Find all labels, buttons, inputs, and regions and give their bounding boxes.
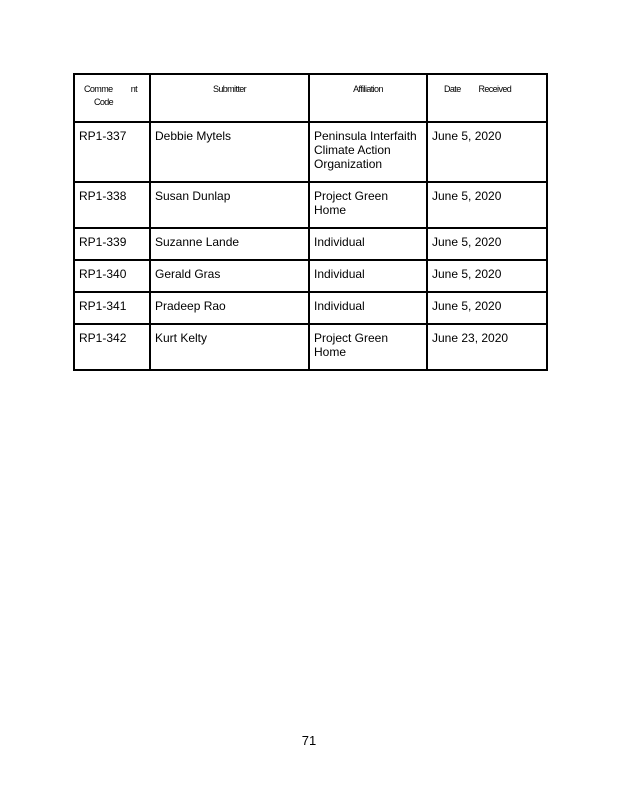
affiliation-text: Individual [314, 235, 365, 249]
affiliation-text: Individual [314, 267, 365, 281]
code-text: RP1-337 [79, 129, 127, 143]
header-affiliation [309, 74, 427, 122]
code-text: RP1-342 [79, 331, 127, 345]
header-comment-code [74, 74, 150, 122]
page-number: 71 [301, 733, 317, 748]
affiliation-text: Individual [314, 299, 365, 313]
affiliation-text: Project Green Home [314, 331, 389, 359]
submitter-text: Debbie Mytels [155, 129, 232, 143]
cell-submitter [150, 292, 309, 324]
cell-date [427, 228, 547, 260]
submitter-text: Kurt Kelty [155, 331, 208, 345]
header-code-part1: Comme [84, 84, 113, 94]
cell-date [427, 182, 547, 228]
cell-code [74, 182, 150, 228]
cell-date [427, 122, 547, 182]
table-header [74, 74, 547, 122]
cell-date [427, 324, 547, 370]
code-text: RP1-340 [79, 267, 127, 281]
header-code-part2: nt [130, 84, 137, 94]
date-text: June 5, 2020 [432, 189, 502, 203]
cell-submitter [150, 122, 309, 182]
date-text: June 5, 2020 [432, 235, 502, 249]
date-text: June 23, 2020 [432, 331, 509, 345]
header-date-part1: Date [444, 84, 461, 94]
cell-submitter [150, 228, 309, 260]
cell-code [74, 292, 150, 324]
affiliation-text: Peninsula Interfaith Climate Action Organization [314, 129, 417, 171]
table-row [74, 228, 547, 260]
cell-code [74, 260, 150, 292]
table-row [74, 292, 547, 324]
cell-date [427, 292, 547, 324]
cell-affiliation [309, 324, 427, 370]
submitter-text: Pradeep Rao [155, 299, 226, 313]
table-row [74, 324, 547, 370]
table-body [74, 122, 547, 370]
cell-affiliation [309, 228, 427, 260]
cell-code [74, 228, 150, 260]
header-code-part3: Code [93, 97, 114, 107]
submitter-text: Suzanne Lande [155, 235, 240, 249]
cell-code [74, 324, 150, 370]
date-text: June 5, 2020 [432, 299, 502, 313]
table-row [74, 122, 547, 182]
code-text: RP1-339 [79, 235, 127, 249]
submitter-text: Gerald Gras [155, 267, 221, 281]
cell-affiliation [309, 292, 427, 324]
code-text: RP1-341 [79, 299, 127, 313]
table-row [74, 182, 547, 228]
code-text: RP1-338 [79, 189, 127, 203]
cell-affiliation [309, 182, 427, 228]
header-date-part2: Received [478, 84, 512, 94]
cell-affiliation [309, 260, 427, 292]
cell-submitter [150, 182, 309, 228]
table-row [74, 260, 547, 292]
cell-code [74, 122, 150, 182]
submitter-text: Susan Dunlap [155, 189, 231, 203]
header-submitter [150, 74, 309, 122]
date-text: June 5, 2020 [432, 129, 502, 143]
header-row [74, 74, 547, 122]
header-affiliation-label: Affiliation [353, 84, 383, 94]
affiliation-text: Project Green Home [314, 189, 389, 217]
header-date-received [427, 74, 547, 122]
comments-table [73, 73, 548, 371]
cell-submitter [150, 324, 309, 370]
cell-submitter [150, 260, 309, 292]
date-text: June 5, 2020 [432, 267, 502, 281]
header-submitter-label: Submitter [212, 84, 247, 94]
cell-affiliation [309, 122, 427, 182]
cell-date [427, 260, 547, 292]
